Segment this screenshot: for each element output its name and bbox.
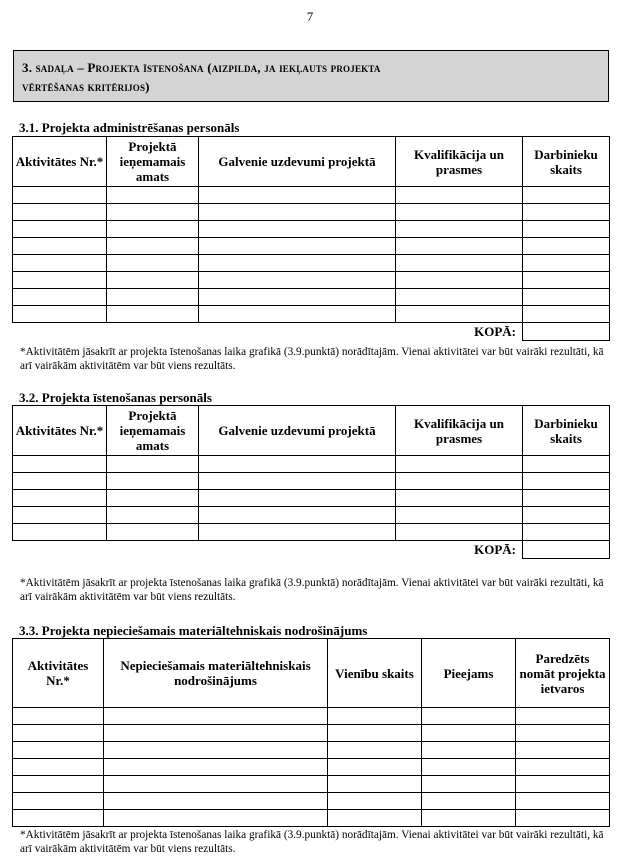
cell[interactable] (523, 490, 610, 507)
cell[interactable] (13, 306, 107, 323)
cell[interactable] (523, 204, 610, 221)
cell[interactable] (13, 473, 107, 490)
cell[interactable] (516, 810, 610, 827)
cell[interactable] (199, 187, 396, 204)
table-row (13, 255, 610, 272)
cell[interactable] (104, 742, 328, 759)
cell[interactable] (516, 776, 610, 793)
cell[interactable] (107, 524, 199, 541)
cell[interactable] (199, 306, 396, 323)
cell[interactable] (422, 793, 516, 810)
cell[interactable] (422, 725, 516, 742)
cell[interactable] (13, 759, 104, 776)
header-main-tasks: Galvenie uzdevumi projektā (199, 137, 396, 187)
cell[interactable] (523, 473, 610, 490)
cell[interactable] (422, 708, 516, 725)
cell[interactable] (13, 776, 104, 793)
cell[interactable] (516, 708, 610, 725)
cell[interactable] (107, 204, 199, 221)
section-title-line1: 3. sadaļa – Projekta īstenošana (aizpilda, ja iekļauts projekta (22, 60, 381, 75)
cell[interactable] (422, 776, 516, 793)
section-title-banner (13, 50, 609, 102)
table-row (13, 306, 610, 323)
cell[interactable] (13, 490, 107, 507)
cell[interactable] (328, 759, 422, 776)
cell[interactable] (107, 238, 199, 255)
header-main-tasks: Galvenie uzdevumi projektā (199, 406, 396, 456)
administration-staff-table (12, 136, 610, 341)
header-unit-count: Vienību skaits (328, 639, 422, 708)
cell[interactable] (13, 187, 107, 204)
table-row (13, 490, 610, 507)
cell[interactable] (199, 272, 396, 289)
table-header-row (13, 639, 610, 708)
total-row (13, 323, 610, 341)
table-row (13, 473, 610, 490)
total-label: KOPĀ: (13, 541, 523, 559)
cell[interactable] (107, 507, 199, 524)
cell[interactable] (523, 238, 610, 255)
table2-footnote: *Aktivitātēm jāsakrīt ar projekta īstenošanas laika grafikā (3.9.punktā) norādītajām. Vienai aktivitātei var būt vairāki rezultāti, kā arī vairākām aktivitātēm var būt viens rezultāts. (20, 577, 604, 603)
cell[interactable] (396, 490, 523, 507)
cell[interactable] (104, 759, 328, 776)
total-value-cell[interactable] (523, 323, 610, 341)
cell[interactable] (516, 759, 610, 776)
cell[interactable] (107, 473, 199, 490)
cell[interactable] (328, 742, 422, 759)
cell[interactable] (396, 187, 523, 204)
cell[interactable] (516, 793, 610, 810)
cell[interactable] (199, 221, 396, 238)
table2-title: 3.2. Projekta īstenošanas personāls (19, 390, 212, 405)
header-position: Projektā ieņemamais amats (107, 137, 199, 187)
cell[interactable] (13, 725, 104, 742)
cell[interactable] (199, 204, 396, 221)
cell[interactable] (396, 255, 523, 272)
table-row (13, 204, 610, 221)
cell[interactable] (107, 272, 199, 289)
cell[interactable] (396, 221, 523, 238)
table-row (13, 793, 610, 810)
header-qualification: Kvalifikācija un prasmes (396, 137, 523, 187)
cell[interactable] (13, 793, 104, 810)
table-row (13, 524, 610, 541)
cell[interactable] (328, 810, 422, 827)
table3-footnote: *Aktivitātēm jāsakrīt ar projekta īstenošanas laika grafikā (3.9.punktā) norādītajām. Vienai aktivitātei var būt vairāki rezultāti, kā arī vairākām aktivitātēm var būt viens rezultāts. (20, 829, 604, 855)
header-position: Projektā ieņemamais amats (107, 406, 199, 456)
table-row (13, 238, 610, 255)
cell[interactable] (422, 742, 516, 759)
total-row (13, 541, 610, 559)
cell[interactable] (13, 708, 104, 725)
cell[interactable] (13, 272, 107, 289)
material-technical-table (12, 638, 610, 827)
section-title-line2: vērtēšanas kritērijos) (22, 79, 150, 94)
header-available: Pieejams (422, 639, 516, 708)
cell[interactable] (396, 289, 523, 306)
cell[interactable] (396, 507, 523, 524)
table-header-row (13, 406, 610, 456)
table1-footnote: *Aktivitātēm jāsakrīt ar projekta īstenošanas laika grafikā (3.9.punktā) norādītajām. Vienai aktivitātei var būt vairāki rezultāti, kā arī vairākām aktivitātēm var būt viens rezultāts. (20, 346, 604, 372)
cell[interactable] (523, 289, 610, 306)
header-activity-no: Aktivitātes Nr.* (13, 639, 104, 708)
cell[interactable] (328, 725, 422, 742)
cell[interactable] (13, 456, 107, 473)
table-row (13, 507, 610, 524)
cell[interactable] (422, 759, 516, 776)
cell[interactable] (13, 255, 107, 272)
cell[interactable] (13, 204, 107, 221)
header-material-support: Nepieciešamais materiāltehniskais nodrošinājums (104, 639, 328, 708)
cell[interactable] (104, 810, 328, 827)
cell[interactable] (104, 725, 328, 742)
cell[interactable] (107, 289, 199, 306)
table1-title: 3.1. Projekta administrēšanas personāls (19, 120, 240, 135)
header-staff-count: Darbinieku skaits (523, 137, 610, 187)
cell[interactable] (523, 306, 610, 323)
cell[interactable] (13, 810, 104, 827)
cell[interactable] (199, 289, 396, 306)
cell[interactable] (396, 524, 523, 541)
table-row (13, 708, 610, 725)
table3-title: 3.3. Projekta nepieciešamais materiāltehniskais nodrošinājums (19, 623, 368, 638)
header-staff-count: Darbinieku skaits (523, 406, 610, 456)
implementation-staff-table (12, 405, 610, 559)
cell[interactable] (396, 272, 523, 289)
table-header-row (13, 137, 610, 187)
cell[interactable] (396, 473, 523, 490)
page-number: 7 (306, 9, 314, 24)
cell[interactable] (199, 255, 396, 272)
cell[interactable] (523, 456, 610, 473)
table-row (13, 810, 610, 827)
cell[interactable] (107, 490, 199, 507)
table-row (13, 742, 610, 759)
cell[interactable] (107, 255, 199, 272)
cell[interactable] (396, 238, 523, 255)
cell[interactable] (396, 306, 523, 323)
table-row (13, 456, 610, 473)
table-row (13, 289, 610, 306)
cell[interactable] (13, 742, 104, 759)
cell[interactable] (13, 524, 107, 541)
cell[interactable] (396, 204, 523, 221)
cell[interactable] (328, 793, 422, 810)
cell[interactable] (516, 725, 610, 742)
cell[interactable] (13, 238, 107, 255)
cell[interactable] (13, 507, 107, 524)
total-value-cell[interactable] (523, 541, 610, 559)
cell[interactable] (523, 221, 610, 238)
table-row (13, 759, 610, 776)
cell[interactable] (328, 776, 422, 793)
header-qualification: Kvalifikācija un prasmes (396, 406, 523, 456)
cell[interactable] (13, 221, 107, 238)
cell[interactable] (199, 456, 396, 473)
cell[interactable] (199, 238, 396, 255)
cell[interactable] (199, 507, 396, 524)
cell[interactable] (422, 810, 516, 827)
cell[interactable] (199, 473, 396, 490)
cell[interactable] (199, 524, 396, 541)
cell[interactable] (104, 793, 328, 810)
cell[interactable] (199, 490, 396, 507)
cell[interactable] (13, 289, 107, 306)
cell[interactable] (516, 742, 610, 759)
cell[interactable] (107, 187, 199, 204)
cell[interactable] (107, 221, 199, 238)
cell[interactable] (523, 524, 610, 541)
cell[interactable] (328, 708, 422, 725)
table-row (13, 272, 610, 289)
cell[interactable] (104, 776, 328, 793)
table-row (13, 725, 610, 742)
header-activity-no: Aktivitātes Nr.* (13, 406, 107, 456)
cell[interactable] (107, 456, 199, 473)
header-activity-no: Aktivitātes Nr.* (13, 137, 107, 187)
cell[interactable] (523, 507, 610, 524)
header-planned-rent: Paredzēts nomāt projekta ietvaros (516, 639, 610, 708)
cell[interactable] (523, 187, 610, 204)
cell[interactable] (396, 456, 523, 473)
cell[interactable] (107, 306, 199, 323)
cell[interactable] (523, 255, 610, 272)
table-row (13, 221, 610, 238)
table-row (13, 776, 610, 793)
table-row (13, 187, 610, 204)
cell[interactable] (523, 272, 610, 289)
total-label: KOPĀ: (13, 323, 523, 341)
cell[interactable] (104, 708, 328, 725)
